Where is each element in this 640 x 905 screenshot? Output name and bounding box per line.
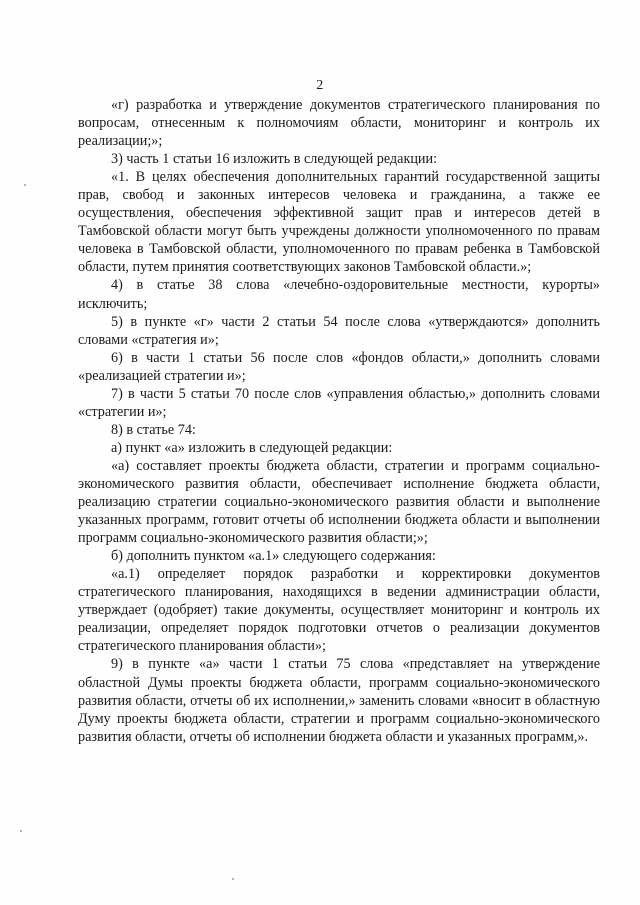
document-body xyxy=(78,96,600,746)
paragraph-amendment-6: 6) в части 1 статьи 56 после слов «фондов области,» дополнить словами «реализацией стратегии и»; xyxy=(78,349,600,384)
paragraph-amendment-9: 9) в пункте «а» части 1 статьи 75 слова «представляет на утверждение областной Думы проекты бюджета области, программ социально-экономического развития области, отчеты об их исполнении,» заменить словами «вносит в областную Думу проекты бюджета области, стратегии и программ социально-экономического развития области, отчеты об исполнении бюджета области и указанных программ,». xyxy=(78,656,600,745)
paragraph-amendment-8a: а) пункт «а» изложить в следующей редакции: xyxy=(111,439,393,456)
scan-speck xyxy=(232,878,234,880)
scan-speck xyxy=(20,830,22,832)
paragraph-amendment-7: 7) в части 5 статьи 70 после слов «управления областью,» дополнить словами «стратегии и»; xyxy=(78,385,600,420)
paragraph-item-a-text: «а) составляет проекты бюджета области, стратегии и программ социально-экономического развития области, обеспечивает исполнение бюджета области, реализацию стратегии социально-экономического развития области и выполнение указанных программ, готовит отчеты об исполнении бюджета области и выполнении программ социально-экономического развития области;»; xyxy=(78,457,600,547)
scan-speck xyxy=(24,184,26,186)
paragraph-amendment-4: 4) в статье 38 слова «лечебно-оздоровительные местности, курорты» исключить; xyxy=(78,277,600,312)
paragraph-article-16-text: «1. В целях обеспечения дополнительных гарантий государственной защиты прав, свобод и законных интересов человека и гражданина, а также ее осуществления, обеспечения эффективной защит прав и интересов детей в Тамбовской области могут быть учреждены должности уполномоченного по правам человека в Тамбовской области, уполномоченного по правам ребенка в Тамбовской области, путем принятия соответствующих законов Тамбовской области.»; xyxy=(78,169,600,276)
paragraph-item-g-definition: «г) разработка и утверждение документов стратегического планирования по вопросам, отнесенным к полномочиям области, мониторинг и контроль их реализации;»; xyxy=(78,97,600,150)
paragraph-amendment-8b: б) дополнить пунктом «а.1» следующего содержания: xyxy=(111,548,436,565)
page-number: 2 xyxy=(316,78,324,93)
paragraph-amendment-8: 8) в статье 74: xyxy=(111,421,196,438)
paragraph-amendment-5: 5) в пункте «г» части 2 статьи 54 после слова «утверждаются» дополнить словами «стратегия и»; xyxy=(78,313,600,348)
paragraph-item-a1-text: «а.1) определяет порядок разработки и корректировки документов стратегического планирования, находящихся в ведении администрации области, утверждает (одобряет) такие документы, осуществляет мониторинг и контроль их реализации, определяет порядок подготовки отчетов о реализации документов стратегического планирования области»; xyxy=(78,566,600,655)
paragraph-amendment-3: 3) часть 1 статьи 16 изложить в следующей редакции: xyxy=(111,151,438,168)
